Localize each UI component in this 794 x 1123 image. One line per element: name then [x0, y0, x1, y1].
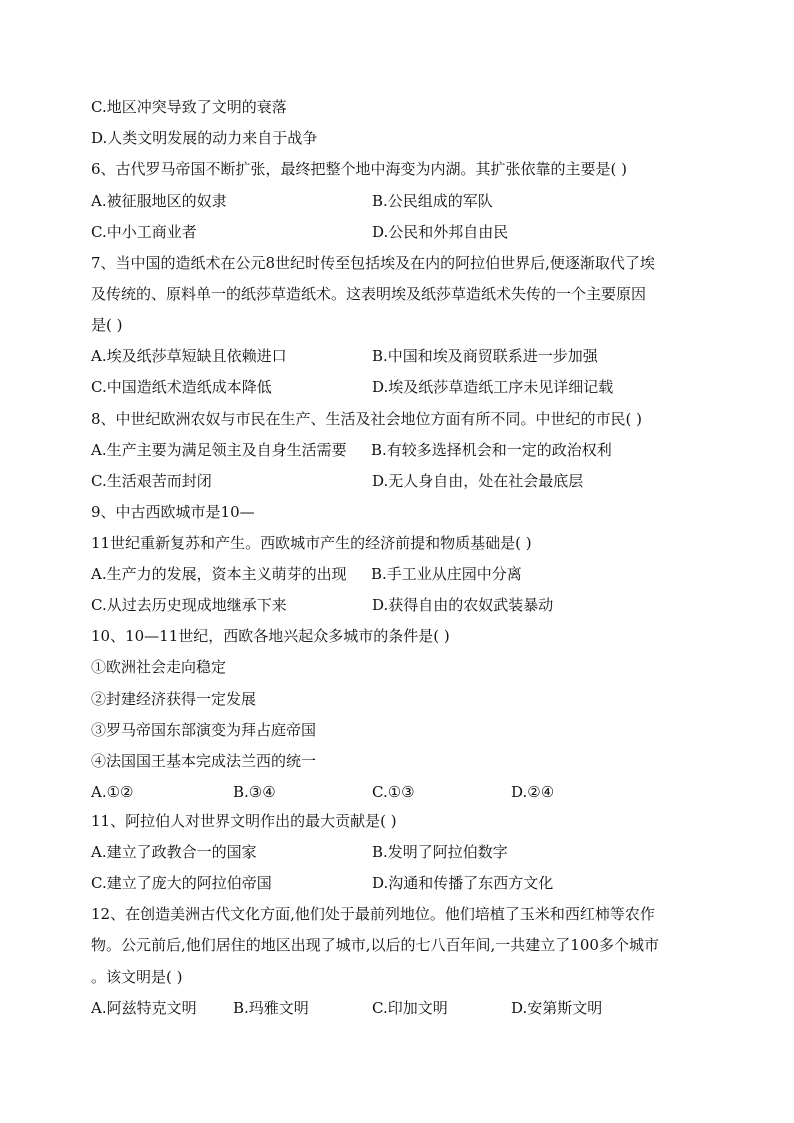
question-10: 10、10—11世纪，西欧各地兴起众多城市的条件是( )	[91, 627, 450, 645]
option-d-q10: D.②④	[511, 783, 555, 801]
option-d-q8: D.无人身自由，处在社会最底层	[372, 472, 584, 490]
option-c-q10: C.①③	[372, 783, 415, 801]
question-9-line-1: 9、中古西欧城市是10—	[91, 503, 255, 521]
question-7-line-2: 及传统的、原料单一的纸莎草造纸术。这表明埃及纸莎草造纸术失传的一个主要原因	[91, 285, 647, 303]
question-9-line-2: 11世纪重新复苏和产生。西欧城市产生的经济前提和物质基础是( )	[91, 534, 532, 552]
option-c-q12: C.印加文明	[372, 999, 448, 1017]
option-a-q10: A.①②	[91, 783, 134, 801]
question-6: 6、古代罗马帝国不断扩张，最终把整个地中海变为内湖。其扩张依靠的主要是( )	[91, 160, 628, 178]
option-a-q12: A.阿兹特克文明	[91, 999, 197, 1017]
option-a-q8: A.生产主要为满足领主及自身生活需要	[91, 441, 347, 459]
option-c-q9: C.从过去历史现成地继承下来	[91, 596, 287, 614]
option-b-q9: B.手工业从庄园中分离	[371, 565, 522, 583]
option-b-q8: B.有较多选择机会和一定的政治权利	[371, 441, 612, 459]
question-12-line-3: 。该文明是( )	[91, 968, 183, 986]
option-d-q12: D.安第斯文明	[511, 999, 603, 1017]
option-d-q5: D.人类文明发展的动力来自于战争	[91, 129, 318, 147]
statement-2-q10: ②封建经济获得一定发展	[91, 690, 257, 708]
question-12-line-2: 物。公元前后,他们居住的地区出现了城市,以后的七八百年间,一共建立了100多个城市	[91, 936, 659, 954]
option-a-q9: A.生产力的发展，资本主义萌芽的出现	[91, 565, 347, 583]
option-a-q11: A.建立了政教合一的国家	[91, 843, 257, 861]
option-a-q7: A.埃及纸莎草短缺且依赖进口	[91, 347, 287, 365]
option-d-q9: D.获得自由的农奴武装暴动	[372, 596, 554, 614]
option-c-q8: C.生活艰苦而封闭	[91, 472, 212, 490]
statement-1-q10: ①欧洲社会走向稳定	[91, 658, 227, 676]
question-8: 8、中世纪欧洲农奴与市民在生产、生活及社会地位方面有所不同。中世纪的市民( )	[91, 410, 643, 428]
option-c-q11: C.建立了庞大的阿拉伯帝国	[91, 874, 272, 892]
question-7-line-1: 7、当中国的造纸术在公元8世纪时传至包括埃及在内的阿拉伯世界后,便逐渐取代了埃	[91, 254, 655, 272]
question-12-line-1: 12、在创造美洲古代文化方面,他们处于最前列地位。他们培植了玉米和西红柿等农作	[91, 905, 655, 923]
option-a-q6: A.被征服地区的奴隶	[91, 192, 227, 210]
option-b-q7: B.中国和埃及商贸联系进一步加强	[372, 347, 598, 365]
option-d-q7: D.埃及纸莎草造纸工序未见详细记载	[372, 378, 614, 396]
statement-4-q10: ④法国国王基本完成法兰西的统一	[91, 752, 317, 770]
question-11: 11、阿拉伯人对世界文明作出的最大贡献是( )	[91, 812, 397, 830]
question-7-line-3: 是( )	[91, 316, 123, 334]
option-b-q6: B.公民组成的军队	[372, 192, 493, 210]
option-d-q11: D.沟通和传播了东西方文化	[372, 874, 554, 892]
option-c-q6: C.中小工商业者	[91, 223, 197, 241]
option-b-q11: B.发明了阿拉伯数字	[372, 843, 508, 861]
option-d-q6: D.公民和外邦自由民	[372, 223, 509, 241]
option-b-q12: B.玛雅文明	[233, 999, 309, 1017]
option-c-q7: C.中国造纸术造纸成本降低	[91, 378, 272, 396]
statement-3-q10: ③罗马帝国东部演变为拜占庭帝国	[91, 721, 317, 739]
option-c-q5: C.地区冲突导致了文明的衰落	[91, 98, 287, 116]
option-b-q10: B.③④	[233, 783, 276, 801]
